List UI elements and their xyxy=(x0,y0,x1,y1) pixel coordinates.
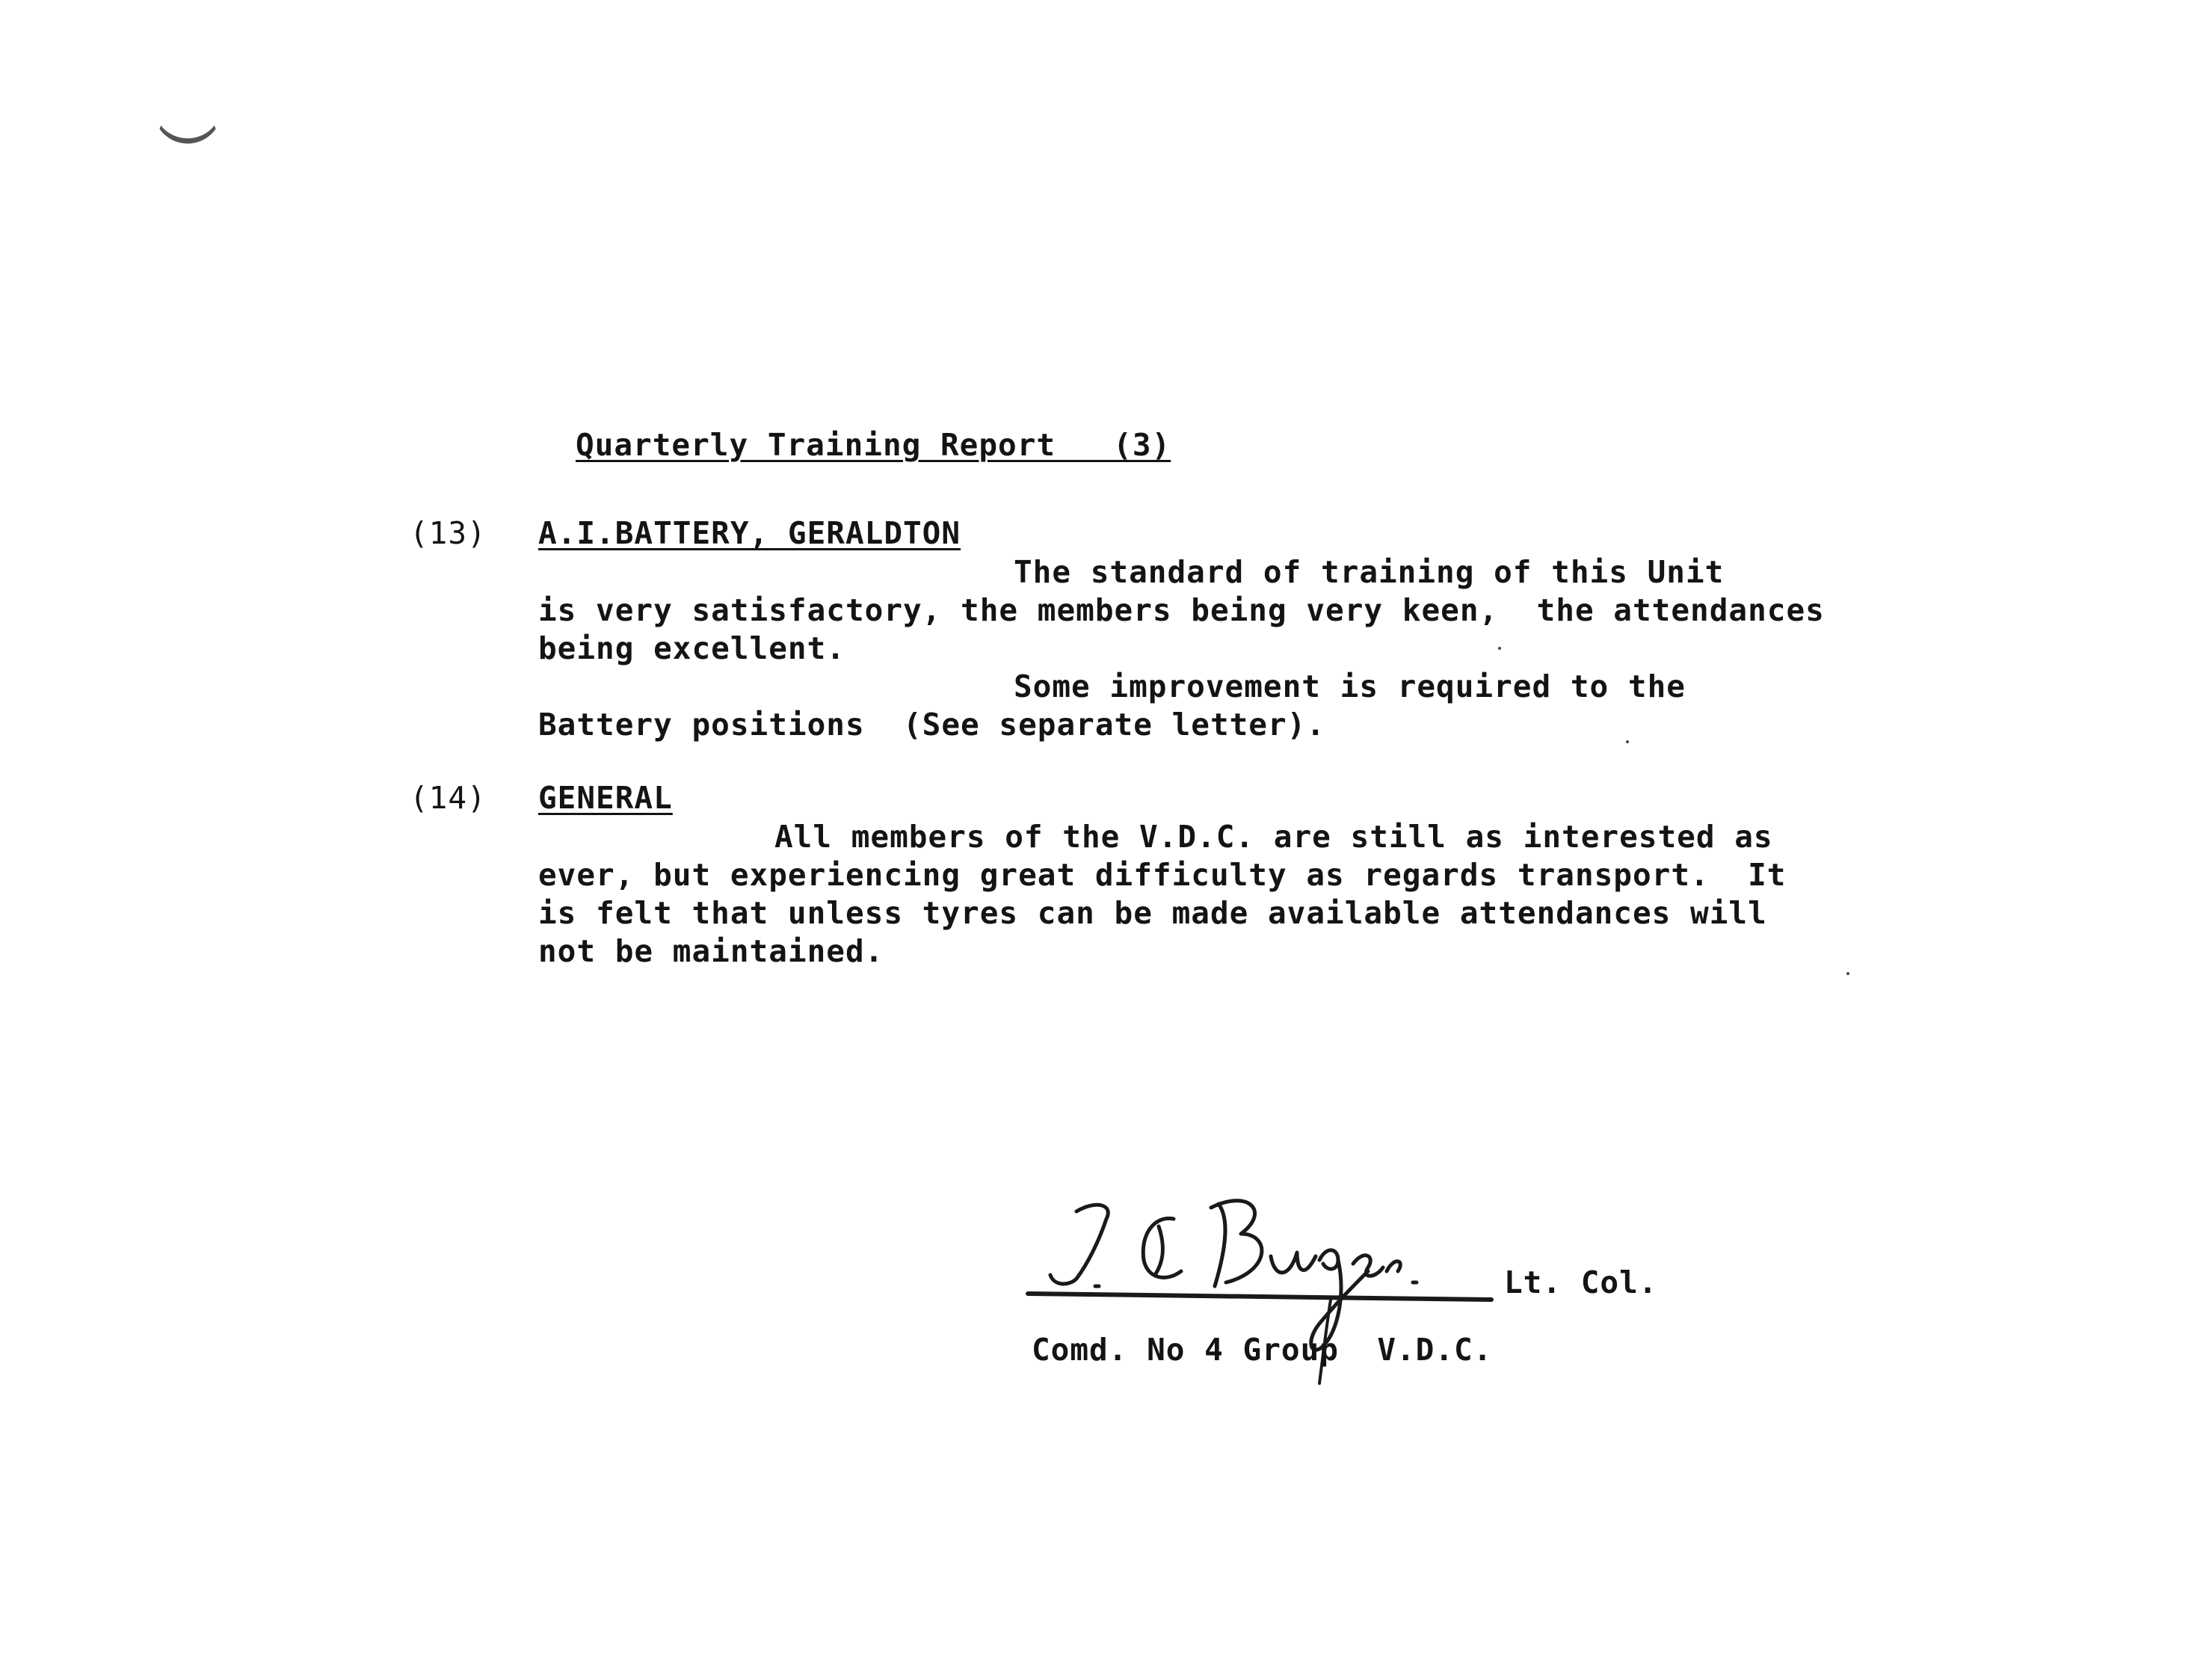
section-14-line: All members of the V.D.C. are still as interested as xyxy=(774,819,1773,855)
section-13-line: Some improvement is required to the xyxy=(1014,669,1686,704)
signatory-rank: Lt. Col. xyxy=(1504,1264,1658,1300)
section-13-line: Battery positions (See separate letter). xyxy=(538,707,1326,743)
report-heading: Quarterly Training Report (3) xyxy=(576,427,1171,463)
section-14-line: not be maintained. xyxy=(538,933,884,969)
section-13-number: (13) xyxy=(410,515,487,551)
section-14-line: is felt that unless tyres can be made available attendances will xyxy=(538,895,1767,931)
scan-speck xyxy=(1846,972,1849,975)
section-13-line: The standard of training of this Unit xyxy=(1014,554,1725,590)
section-14-number: (14) xyxy=(410,780,487,816)
section-13-line: being excellent. xyxy=(538,630,845,666)
section-14-title: GENERAL xyxy=(538,780,673,816)
scan-speck xyxy=(1498,647,1501,650)
section-13-line: is very satisfactory, the members being very keen, the attendances xyxy=(538,592,1825,628)
section-13-title: A.I.BATTERY, GERALDTON xyxy=(538,515,961,551)
scan-speck xyxy=(1626,740,1629,743)
punch-hole-mark xyxy=(153,75,222,144)
signatory-command: Comd. No 4 Group V.D.C. xyxy=(1032,1332,1493,1368)
section-14-line: ever, but experiencing great difficulty as regards transport. It xyxy=(538,857,1787,893)
